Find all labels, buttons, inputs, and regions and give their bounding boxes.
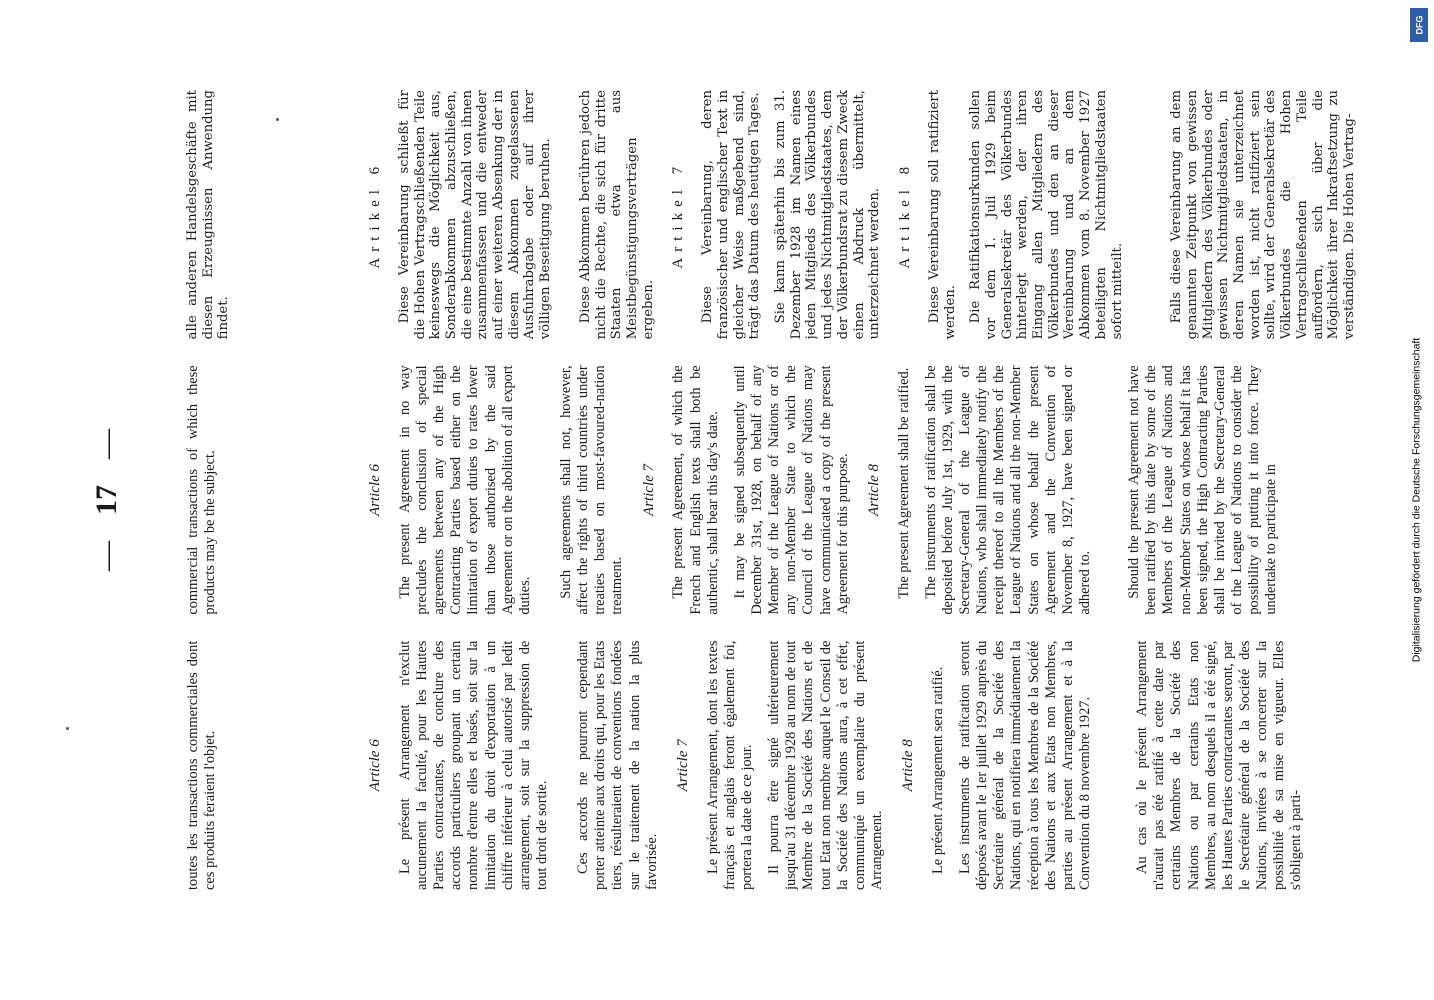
header-dash-right: — xyxy=(90,429,123,459)
english-article-6-p1: The present Agreement in no way precludes the conclusion of special agreements between any of the High Contracting Parties based either on the limitation of export duties to rates lower than those authorised by the said Agreement or on the abolition of all export duties. xyxy=(396,365,533,615)
french-column-top xyxy=(185,641,325,890)
english-article-6-p2: Such agreements shall not, however, affect the rights of third countries under treaties based on most-favoured-nation treatment. xyxy=(557,365,626,615)
speck-mark xyxy=(276,118,279,121)
digitization-note xyxy=(1404,0,1428,1000)
german-article-8-p1: Diese Vereinbarung soll ratifiziert werden. xyxy=(926,90,958,340)
english-column xyxy=(353,365,1363,614)
dfg-logo: DFG xyxy=(1410,8,1428,42)
articles-band xyxy=(353,90,1363,890)
german-article-8-p3: Falls diese Vereinbarung an dem genannten Zeitpunkt von gewissen Mitgliedern des Völkerbundes oder gewissen Nichtmitgliedstaaten, in deren Namen sie unterzeichnet worden ist, nicht ratifiziert sein sollte, wird der Generalsekretär des Völkerbundes die Hohen Vertragschließenden Teile auffordern, sich über die Möglichkeit ihrer Inkraftsetzung zu verständigen. Die Hohen Vertrag- xyxy=(1169,90,1357,340)
english-article-7-p2: It may be signed subsequently until December 31st, 1928, on behalf of any Member of the League of Nations or of any non-Member State to which the Council of the League of Nations may have communicated a copy of the present Agreement for this purpose. xyxy=(731,365,851,615)
english-article-7-heading: Article 7 xyxy=(640,463,657,517)
german-article-6-heading: Artikel 6 xyxy=(367,160,383,269)
english-continuation: commercial transactions of which these products may be the subject. xyxy=(185,365,219,615)
german-article-7-p1: Diese Vereinbarung, deren französischer und englischer Text in gleicher Weise maßgebend sind, trägt das Datum des heutigen Tages. xyxy=(700,90,763,340)
german-column-top xyxy=(185,90,325,339)
document-page xyxy=(37,30,1397,970)
english-article-8-heading: Article 8 xyxy=(865,463,882,517)
french-article-7-p2: Il pourra être signé ultérieurement jusqu'au 31 décembre 1928 au nom de tout Membre de la Société des Nations et de tout Etat non membre auquel le Conseil de la Société des Nations aura, à cet effet, communiqué un exemplaire du présent Arrangement. xyxy=(766,640,885,890)
french-continuation: toutes les transactions commerciales dont ces produits feraient l'objet. xyxy=(185,640,219,890)
german-article-7-heading: Artikel 7 xyxy=(670,160,687,269)
german-article-6-p1: Diese Vereinbarung schließt für die Hohen Vertragschließenden Teile keineswegs die Möglichkeit aus, Sonderabkommen abzuschließen, die eine bestimmte Anzahl von ihnen zusammenfassen und die entweder auf einer weiteren Absenkung der in diesem Abkommen zugelassenen Ausfuhrabgabe oder auf ihrer völligen Beseitigung beruhen. xyxy=(396,90,554,340)
english-article-6-heading: Article 6 xyxy=(367,463,383,517)
french-article-7-p1: Le présent Arrangement, dont les textes français et anglais feront également foi, portera la date de ce jour. xyxy=(704,640,755,890)
french-article-6-heading: Article 6 xyxy=(367,739,383,792)
german-article-8-heading: Artikel 8 xyxy=(896,160,913,269)
french-column xyxy=(353,641,1363,890)
french-article-6-p1: Le présent Arrangement n'exclut aucunement la faculté, pour les Hautes Parties contractantes, de conclure des accords particuliers groupant un certain nombre d'entre elles et basés, soit sur la limitation du droit d'exportation à un chiffre inférieur à celui autorisé par ledit arrangement, soit sur la suppression de tout droit de sortie. xyxy=(396,640,550,890)
french-article-6-p2: Ces accords ne pourront cependant porter atteinte aux droits qui, pour les Etats tiers, résulteraient de conventions fondées sur le traitement de la nation la plus favorisée. xyxy=(575,640,660,890)
digitization-note-text: Digitalisierung gefördert durch die Deutsche Forschungsgemeinschaft xyxy=(1410,337,1423,663)
english-article-8-p1: The present Agreement shall be ratified. xyxy=(895,367,912,599)
english-article-8-p3: Should the present Agreement not have been ratified by this date by some of the Members of the League of Nations and non-Member States on whose behalf it has been signed, the High Contracting Parties shall be invited by the Secretary-General of the League of Nations to consider the possibility of putting it into force. They undertake to participate in xyxy=(1126,365,1280,615)
continuation-band xyxy=(185,90,325,890)
english-column-top xyxy=(185,365,325,614)
french-article-8-heading: Article 8 xyxy=(900,739,917,792)
german-continuation: alle anderen Handelsgeschäfte mit diesen Erzeugnissen Anwendung findet. xyxy=(185,90,232,340)
german-article-7-p2: Sie kann späterhin bis zum 31. Dezember 1928 im Namen eines jeden Mitglieds des Völkerbundes und jedes Nichtmitgliedstaates, dem der Völkerbundsrat zu diesem Zweck einen Abdruck übermittelt, unterzeichnet werden. xyxy=(773,90,883,340)
page-number: 17 xyxy=(90,485,123,515)
french-article-8-p2: Les instruments de ratification seront déposés avant le 1er juillet 1929 auprès du Secrétaire général de la Société des Nations, qui en notifiera immédiatement la réception à tous les Membres de la Société des Nations et aux Etats non Membres, parties au présent Arrangement et à la Convention du 8 novembre 1927. xyxy=(957,640,1094,890)
french-article-8-p1: Le présent Arrangement sera ratifié. xyxy=(929,666,946,874)
german-column xyxy=(353,90,1363,339)
speck-mark xyxy=(66,727,69,730)
french-article-8-p3: Au cas où le présent Arrangement n'aurait pas été ratifié à cette date par certains Membres de la Société des Nations ou par certains Etats non Membres, au nom desquels il a été signé, les Hautes Parties contractantes seront, par le Secrétaire général de la Société des Nations, invitées à se concerter sur la possibilité de sa mise en vigueur. Elles s'obligent à parti- xyxy=(1134,640,1305,890)
page-header xyxy=(37,30,177,970)
english-article-8-p2: The instruments of ratification shall be deposited before July 1st, 1929, with the Secretary-General of the League of Nations, who shall immediately notify the receipt thereof to all the Members of the League of Nations and all the non-Member States on whose behalf the present Agreement and the Convention of November 8, 1927, have been signed or adhered to. xyxy=(922,365,1094,615)
header-dash-left: — xyxy=(90,541,123,571)
german-article-6-p2: Diese Abkommen berühren jedoch nicht die Rechte, die sich für dritte Staaten etwa aus Meistbegünstigungsverträgen ergeben. xyxy=(577,90,656,340)
german-article-8-p2: Die Ratifikationsurkunden sollen vor dem 1. Juli 1929 beim Generalsekretär des Völkerbundes hinterlegt werden, der ihren Eingang allen Mitgliedern des Völkerbundes und den an dieser Vereinbarung und an dem Abkommen vom 8. November 1927 beteiligten Nichtmitgliedstaaten sofort mitteilt. xyxy=(968,90,1125,340)
english-article-7-p1: The present Agreement, of which the French and English texts shall both be authentic, shall bear this day's date. xyxy=(670,365,721,615)
french-article-7-heading: Article 7 xyxy=(674,739,691,792)
